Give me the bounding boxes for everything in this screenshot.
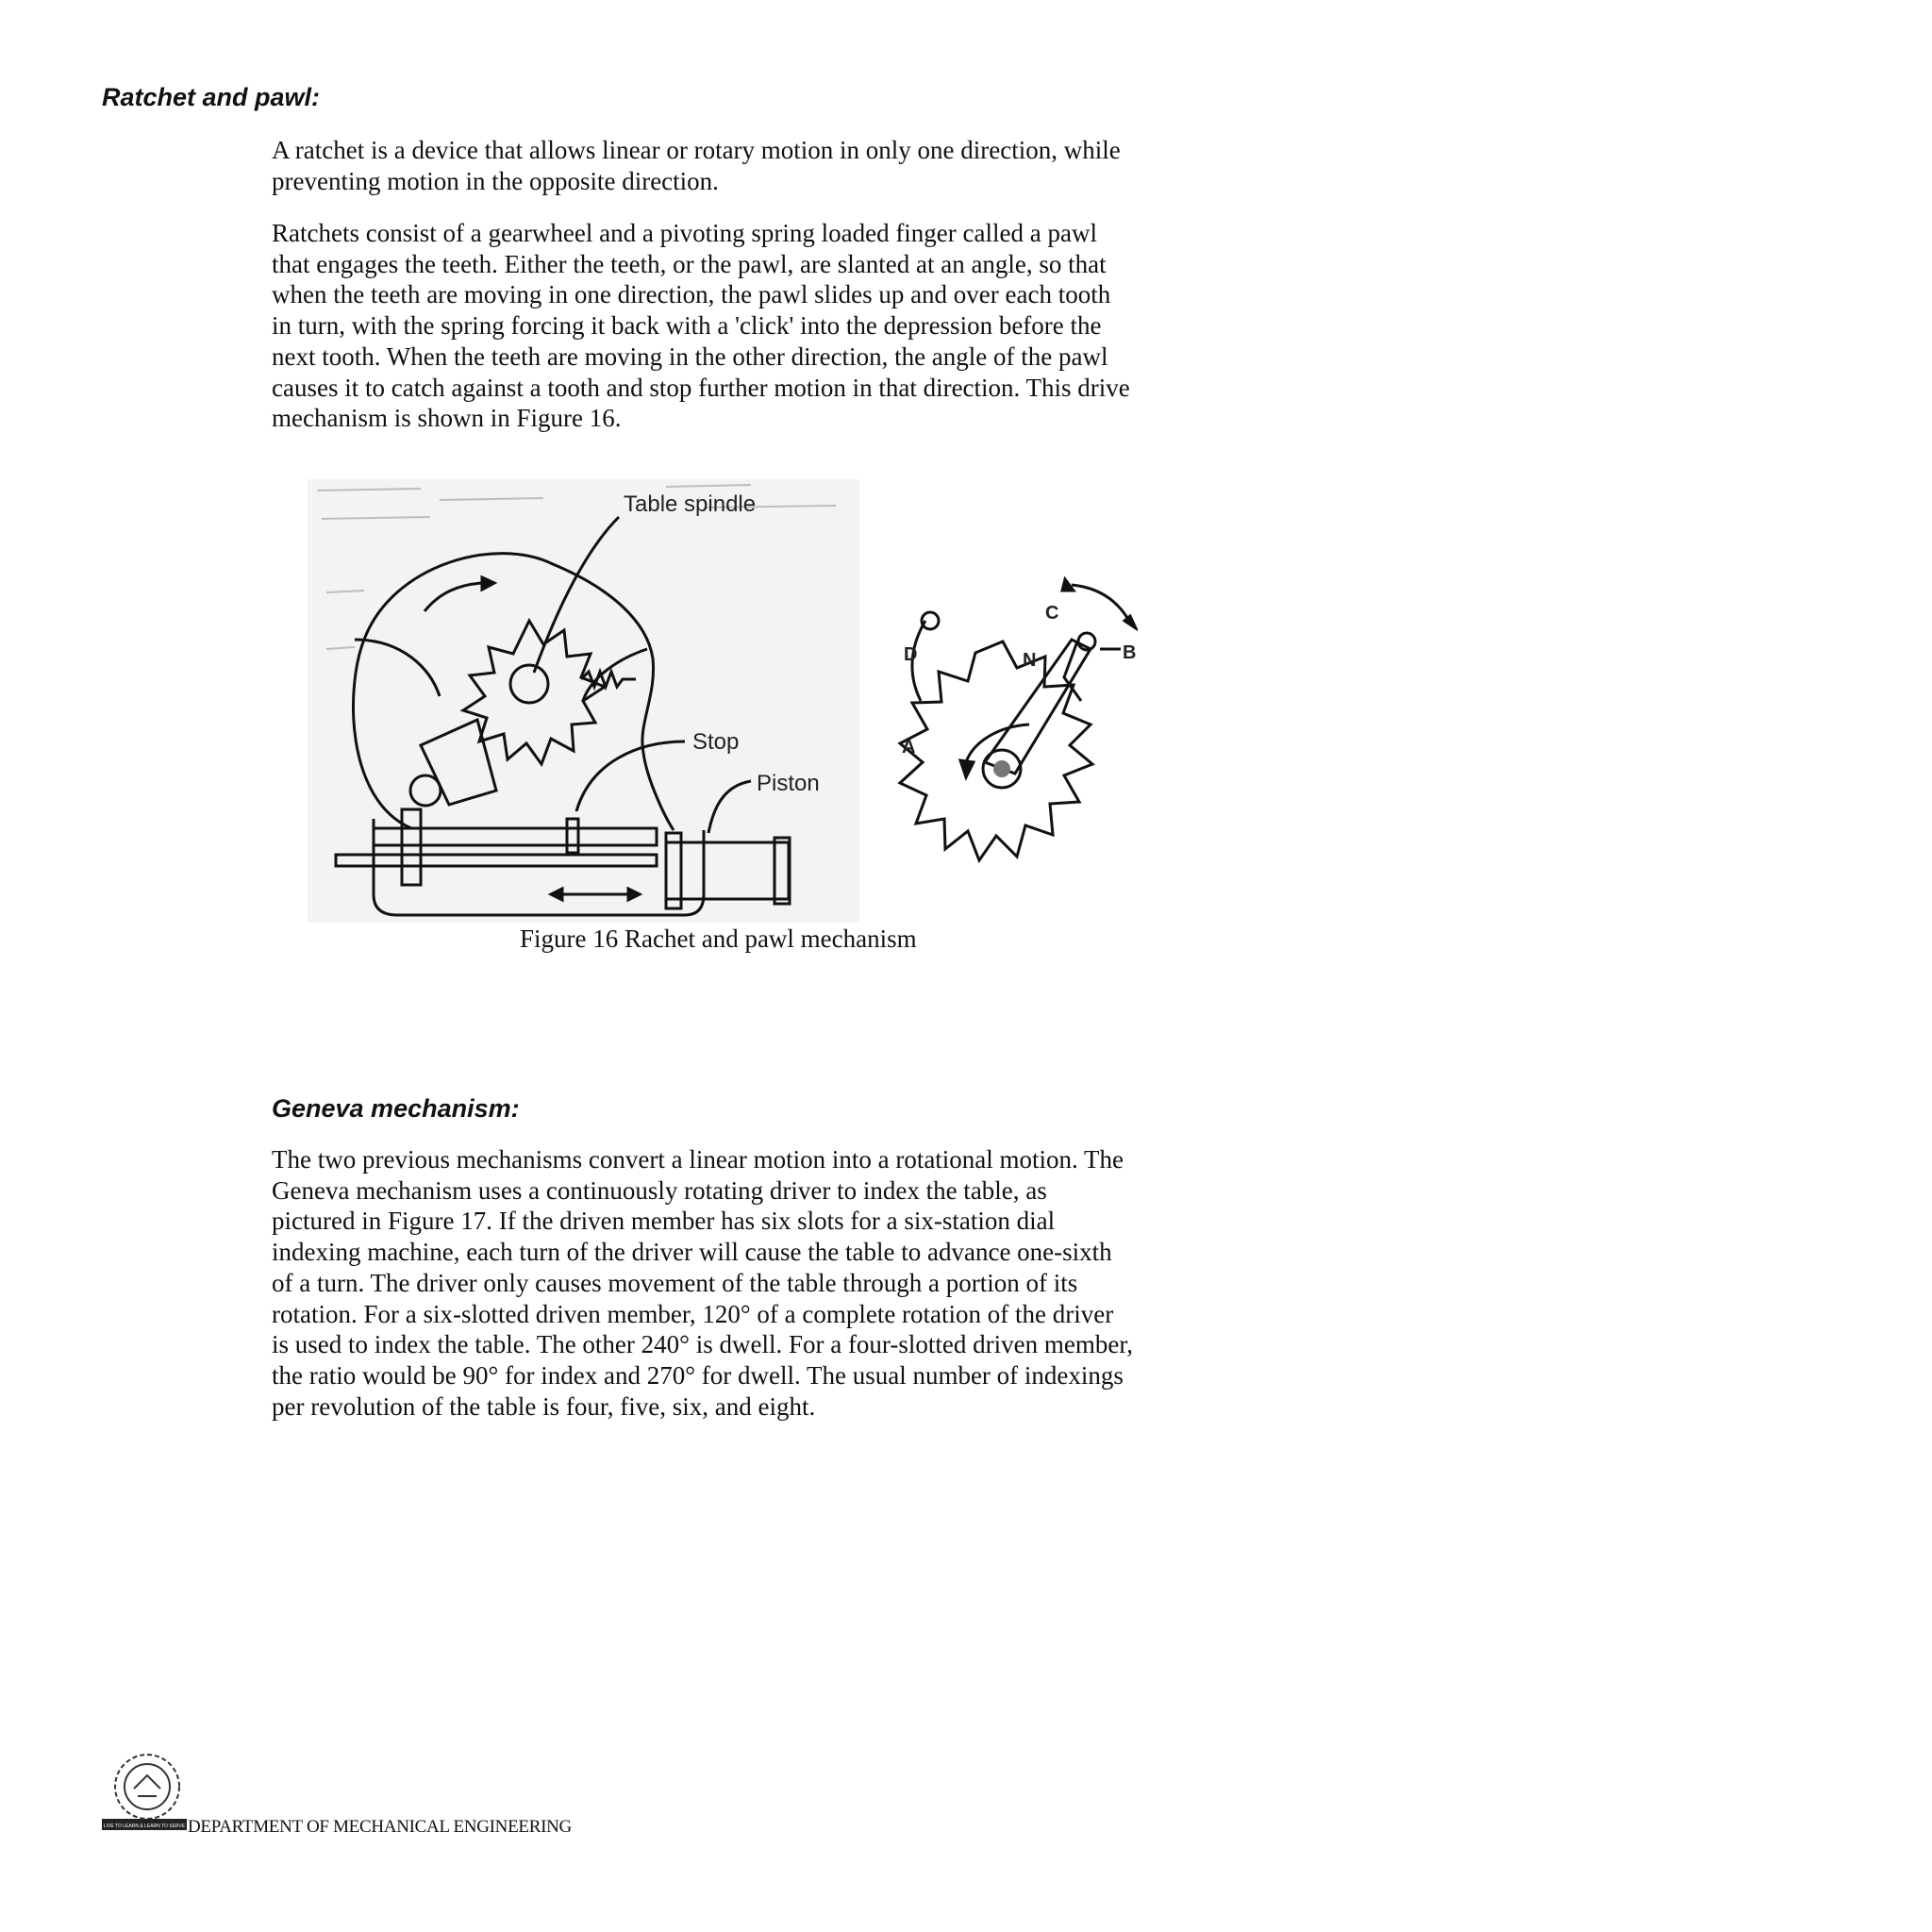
ratchet-pawl-figure — [308, 479, 1138, 923]
ratchet-intro-paragraph: A ratchet is a device that allows linear or rotary motion in only one direction, while preventing motion in the opposite direction. — [272, 136, 1121, 195]
wheel-center — [993, 760, 1010, 777]
college-logo — [100, 1747, 189, 1836]
letter-n: N — [1023, 650, 1037, 671]
label-stop: Stop — [692, 729, 740, 755]
footer-department: DEPARTMENT OF MECHANICAL ENGINEERING — [188, 1817, 572, 1837]
label-piston: Piston — [757, 771, 820, 796]
letter-a: A — [902, 737, 916, 758]
logo-inner-ring — [125, 1764, 170, 1809]
section-heading-geneva: Geneva mechanism: — [272, 1094, 520, 1123]
letter-b: B — [1123, 642, 1137, 663]
ratchet-detail-paragraph: Ratchets consist of a gearwheel and a pivoting spring loaded finger called a pawl that engages the teeth. Either the teeth, or the pawl, are slanted at an angle, so that when the teeth are moving in one direction, the pawl slides up and over each tooth in turn, with the spring forcing it back with a 'click' into the depression before the next tooth. When the teeth are moving in the other direction, the angle of the pawl causes it to catch against a tooth and stop further motion in that direction. This drive mechanism is shown in Figure 16. — [272, 219, 1130, 433]
geneva-paragraph: The two previous mechanisms convert a linear motion into a rotational motion. The Geneva mechanism uses a continuously rotating driver to index the table, as pictured in Figure 17. If the driven member has six slots for a six-station dial indexing machine, each turn of the driver will cause the table to advance one-sixth of a turn. The driver only causes movement of the table through a portion of its rotation. For a six-slotted driven member, 120° of a complete rotation of the driver is used to index the table. The other 240° is dwell. For a four-slotted driven member, the ratio would be 90° for index and 270° for dwell. The usual number of indexings per revolution of the table is four, five, six, and eight. — [272, 1145, 1133, 1421]
logo-motto: LIVE TO LEARN & LEARN TO SERVE — [103, 1824, 186, 1829]
ratchet-wheel-drawing — [900, 579, 1136, 860]
oscillation-arrow — [1072, 585, 1130, 623]
figure-16-caption: Figure 16 Rachet and pawl mechanism — [520, 924, 917, 953]
letter-c: C — [1045, 603, 1059, 624]
label-table-spindle: Table spindle — [624, 491, 757, 517]
letter-d: D — [904, 644, 918, 665]
section-heading-ratchet: Ratchet and pawl: — [102, 83, 321, 111]
